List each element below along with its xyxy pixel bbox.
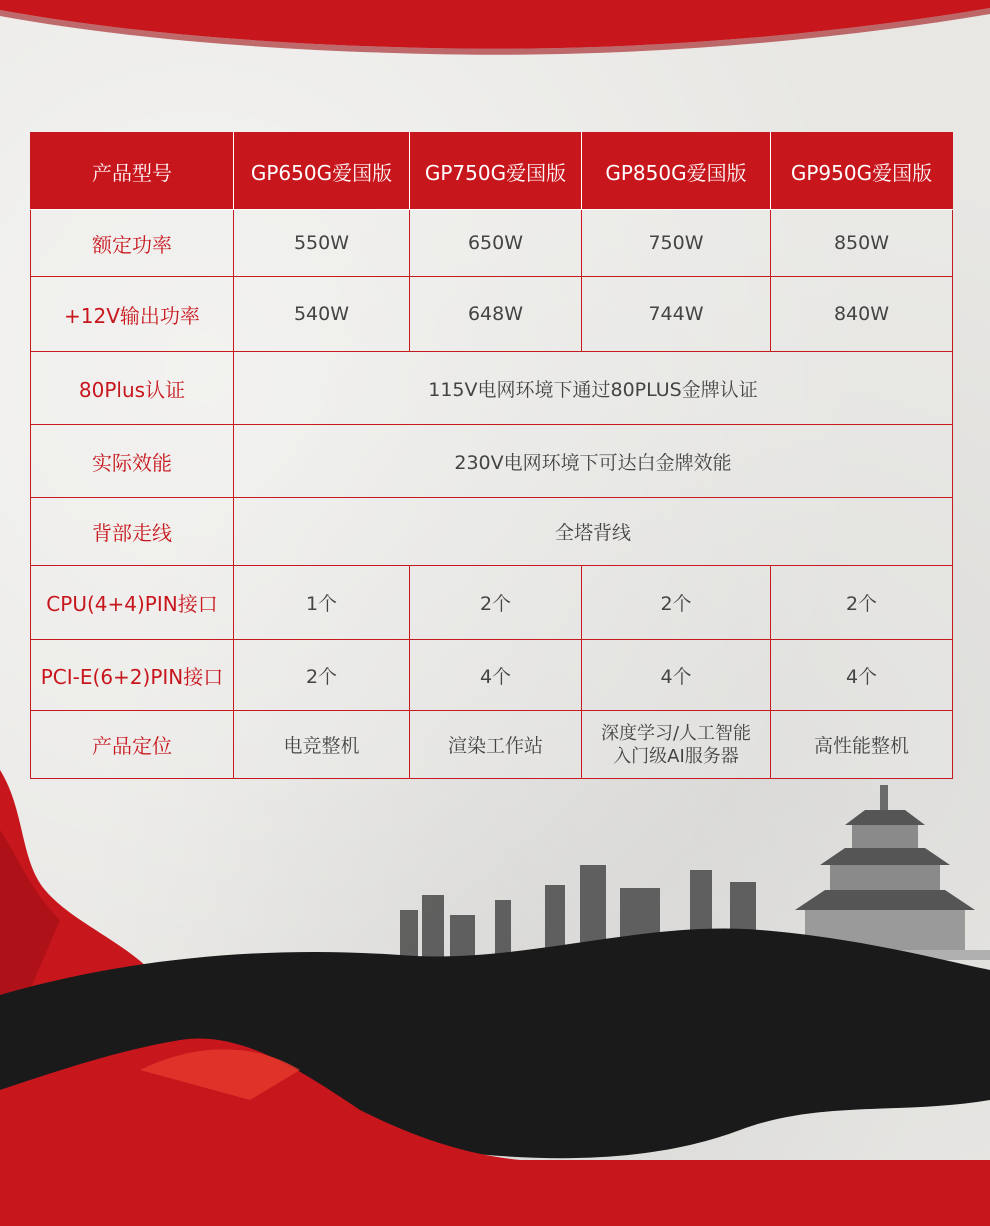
table-cell: 高性能整机: [771, 711, 953, 779]
table-cell: 648W: [410, 277, 582, 352]
certification-row: [31, 352, 953, 425]
table-cell: 540W: [234, 277, 410, 352]
header-row: [31, 133, 953, 210]
ink-landscape-illustration: [0, 770, 990, 1226]
model-header: GP650G爱国版: [234, 133, 410, 210]
cabling-row: [31, 498, 953, 566]
table-cell: 744W: [582, 277, 771, 352]
temple-of-heaven: [780, 785, 990, 960]
bottom-red-bar: [0, 1160, 990, 1226]
table-cell: 2个: [234, 640, 410, 711]
table-cell-merged: 115V电网环境下通过80PLUS金牌认证: [234, 352, 953, 425]
table-cell: 550W: [234, 210, 410, 277]
positioning-row: [31, 711, 953, 779]
table-cell-merged: 全塔背线: [234, 498, 953, 566]
row-label: 产品定位: [31, 711, 234, 779]
table-cell: 850W: [771, 210, 953, 277]
table-cell: 2个: [410, 566, 582, 640]
table-cell: 电竞整机: [234, 711, 410, 779]
table-cell: 650W: [410, 210, 582, 277]
efficiency-row: [31, 425, 953, 498]
table-cell-merged: 230V电网环境下可达白金牌效能: [234, 425, 953, 498]
table-cell: 4个: [771, 640, 953, 711]
model-header: GP850G爱国版: [582, 133, 771, 210]
table-cell: 2个: [771, 566, 953, 640]
pcie-connector-row: [31, 640, 953, 711]
row-label: 额定功率: [31, 210, 234, 277]
row-label: 80Plus认证: [31, 352, 234, 425]
header-label: 产品型号: [31, 133, 234, 210]
cpu-connector-row: [31, 566, 953, 640]
output-12v-row: [31, 277, 953, 352]
table-cell: 2个: [582, 566, 771, 640]
row-label: +12V输出功率: [31, 277, 234, 352]
table-cell: 4个: [582, 640, 771, 711]
row-label: PCI-E(6+2)PIN接口: [31, 640, 234, 711]
table-cell: 840W: [771, 277, 953, 352]
table-cell: 4个: [410, 640, 582, 711]
rated-power-row: [31, 210, 953, 277]
table-cell: 深度学习/人工智能 入门级AI服务器: [582, 711, 771, 779]
row-label: 背部走线: [31, 498, 234, 566]
model-header: GP750G爱国版: [410, 133, 582, 210]
spec-table-container: [30, 132, 952, 779]
row-label: CPU(4+4)PIN接口: [31, 566, 234, 640]
table-cell: 渲染工作站: [410, 711, 582, 779]
spec-table: [30, 132, 953, 779]
table-cell: 750W: [582, 210, 771, 277]
table-cell: 1个: [234, 566, 410, 640]
row-label: 实际效能: [31, 425, 234, 498]
model-header: GP950G爱国版: [771, 133, 953, 210]
top-red-brush-stroke: [0, 0, 990, 60]
